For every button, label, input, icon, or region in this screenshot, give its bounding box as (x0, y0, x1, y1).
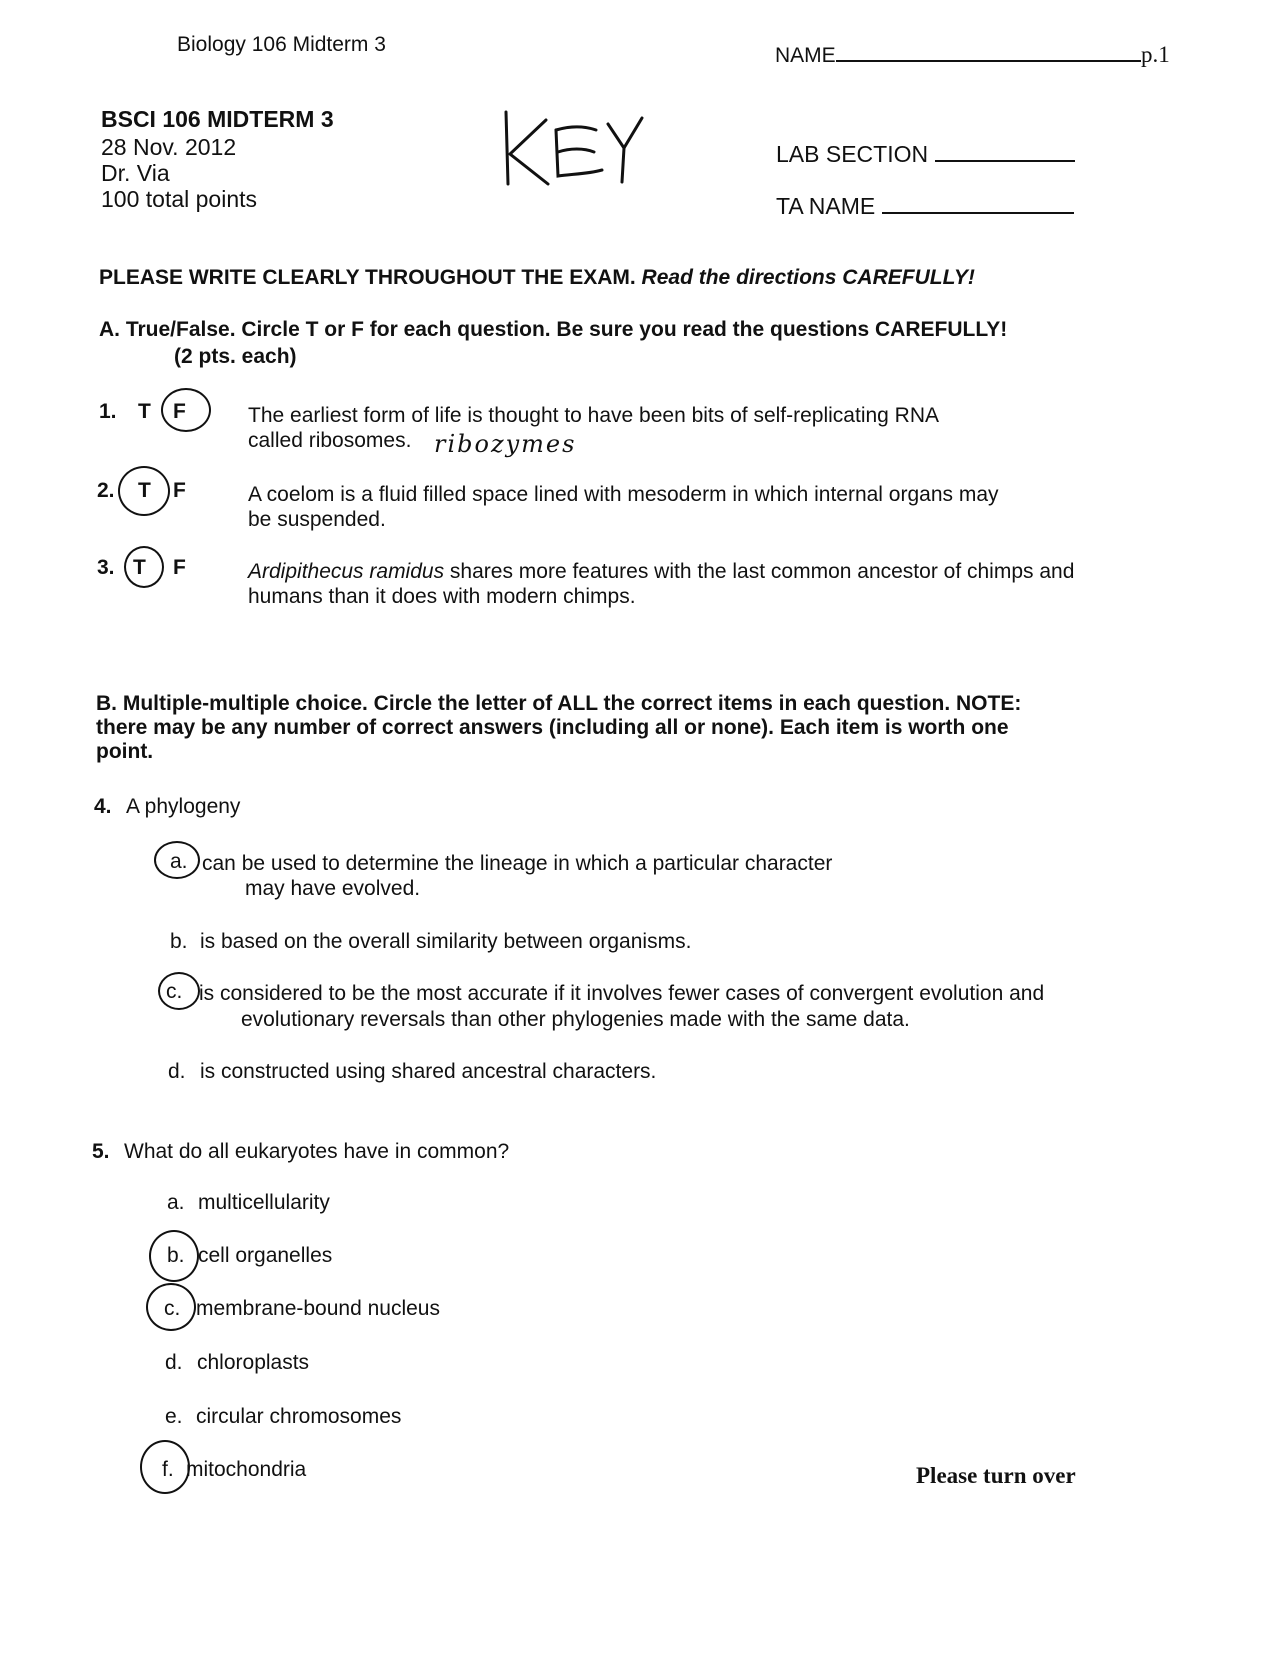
q5-option-f-letter[interactable]: f. (162, 1458, 174, 1481)
q4-stem: A phylogeny (126, 795, 241, 818)
ta-name-line[interactable] (882, 192, 1074, 214)
q2-true[interactable]: T (138, 479, 151, 502)
section-b-heading-line1: B. Multiple-multiple choice. Circle the letter of ALL the correct items in each question. NOTE: (96, 692, 1022, 715)
q4-option-c-line2: evolutionary reversals than other phylogenies made with the same data. (241, 1008, 910, 1031)
section-b-heading-line3: point. (96, 740, 154, 763)
q5-option-e-text: circular chromosomes (196, 1405, 402, 1428)
q4-option-c-circle (158, 972, 200, 1010)
q3-text-rest: shares more features with the last common ancestor of chimps and (444, 560, 1075, 583)
q5-option-e-letter[interactable]: e. (165, 1405, 183, 1428)
q5-option-b-letter[interactable]: b. (167, 1244, 185, 1267)
lab-section-field[interactable] (776, 140, 1075, 168)
q4-option-d-text: is constructed using shared ancestral characters. (200, 1060, 657, 1083)
instructions-main: PLEASE WRITE CLEARLY THROUGHOUT THE EXAM. (99, 266, 636, 289)
q4-option-a-line2: may have evolved. (245, 877, 421, 900)
section-a-heading: A. True/False. Circle T or F for each question. Be sure you read the questions CAREFULLY! (99, 318, 1008, 341)
q1-text-line1: The earliest form of life is thought to have been bits of self-replicating RNA (248, 404, 940, 427)
q4-option-d-letter[interactable]: d. (168, 1060, 186, 1083)
q2-number: 2. (97, 479, 115, 502)
q3-text-line2: humans than it does with modern chimps. (248, 585, 636, 608)
q1-correction: ribozymes (434, 430, 577, 458)
q5-option-d-letter[interactable]: d. (165, 1351, 183, 1374)
q2-answer-circle (118, 466, 170, 516)
q5-option-c-circle (146, 1283, 196, 1331)
exam-code: BSCI 106 MIDTERM 3 (101, 106, 334, 132)
q2-false[interactable]: F (173, 479, 186, 502)
q5-option-c-letter[interactable]: c. (164, 1297, 181, 1320)
q1-answer-circle (161, 388, 211, 432)
q5-option-f-text: mitochondria (186, 1458, 307, 1481)
q2-text-line1: A coelom is a fluid filled space lined with mesoderm in which internal organs may (248, 483, 999, 506)
q4-option-c-line1: is considered to be the most accurate if it involves fewer cases of convergent evolution and (199, 982, 1045, 1005)
exam-date: 28 Nov. 2012 (101, 134, 237, 160)
ta-name-label: TA NAME (776, 193, 876, 219)
course-title: Biology 106 Midterm 3 (177, 33, 386, 56)
q3-false[interactable]: F (173, 556, 186, 579)
total-points: 100 total points (101, 186, 258, 212)
q4-option-b-text: is based on the overall similarity between organisms. (200, 930, 692, 953)
q3-text-line1 (248, 560, 1074, 584)
q4-option-a-circle (154, 841, 200, 879)
q5-stem: What do all eukaryotes have in common? (124, 1140, 510, 1163)
instructions (99, 266, 975, 290)
q4-option-c-letter[interactable]: c. (166, 980, 183, 1003)
q4-option-a-letter[interactable]: a. (170, 850, 188, 873)
q5-number: 5. (92, 1140, 110, 1163)
q1-true[interactable]: T (138, 400, 151, 423)
q3-species: Ardipithecus ramidus (248, 560, 445, 583)
q1-number: 1. (99, 400, 117, 423)
q4-number: 4. (94, 795, 112, 818)
q3-number: 3. (97, 556, 115, 579)
section-a-points: (2 pts. each) (174, 345, 297, 368)
ta-name-field[interactable] (776, 192, 1074, 220)
q5-option-a-letter[interactable]: a. (167, 1191, 185, 1214)
instructions-italic: Read the directions CAREFULLY! (641, 266, 975, 289)
lab-section-line[interactable] (935, 140, 1075, 162)
name-line[interactable] (836, 40, 1141, 62)
lab-section-label: LAB SECTION (776, 141, 929, 167)
q5-option-f-circle (140, 1440, 190, 1494)
name-label: NAME (775, 44, 836, 67)
q5-option-b-circle (149, 1230, 199, 1282)
q5-option-a-text: multicellularity (198, 1191, 330, 1214)
q5-option-c-text: membrane-bound nucleus (196, 1297, 440, 1320)
q3-answer-circle (124, 546, 164, 588)
q1-text-line2: called ribosomes. (248, 429, 412, 452)
key-handwritten (500, 108, 660, 188)
name-field[interactable] (775, 40, 1141, 68)
instructor: Dr. Via (101, 160, 170, 186)
q5-option-b-text: cell organelles (198, 1244, 333, 1267)
q1-false[interactable]: F (173, 400, 186, 423)
page-number: p.1 (1141, 42, 1170, 67)
q3-true[interactable]: T (133, 556, 146, 579)
q5-option-d-text: chloroplasts (197, 1351, 310, 1374)
q4-option-b-letter[interactable]: b. (170, 930, 188, 953)
q2-text-line2: be suspended. (248, 508, 386, 531)
turn-over-note: Please turn over (916, 1463, 1076, 1488)
q4-option-a-line1: can be used to determine the lineage in which a particular character (202, 852, 833, 875)
section-b-heading-line2: there may be any number of correct answers (including all or none). Each item is worth one (96, 716, 1009, 739)
